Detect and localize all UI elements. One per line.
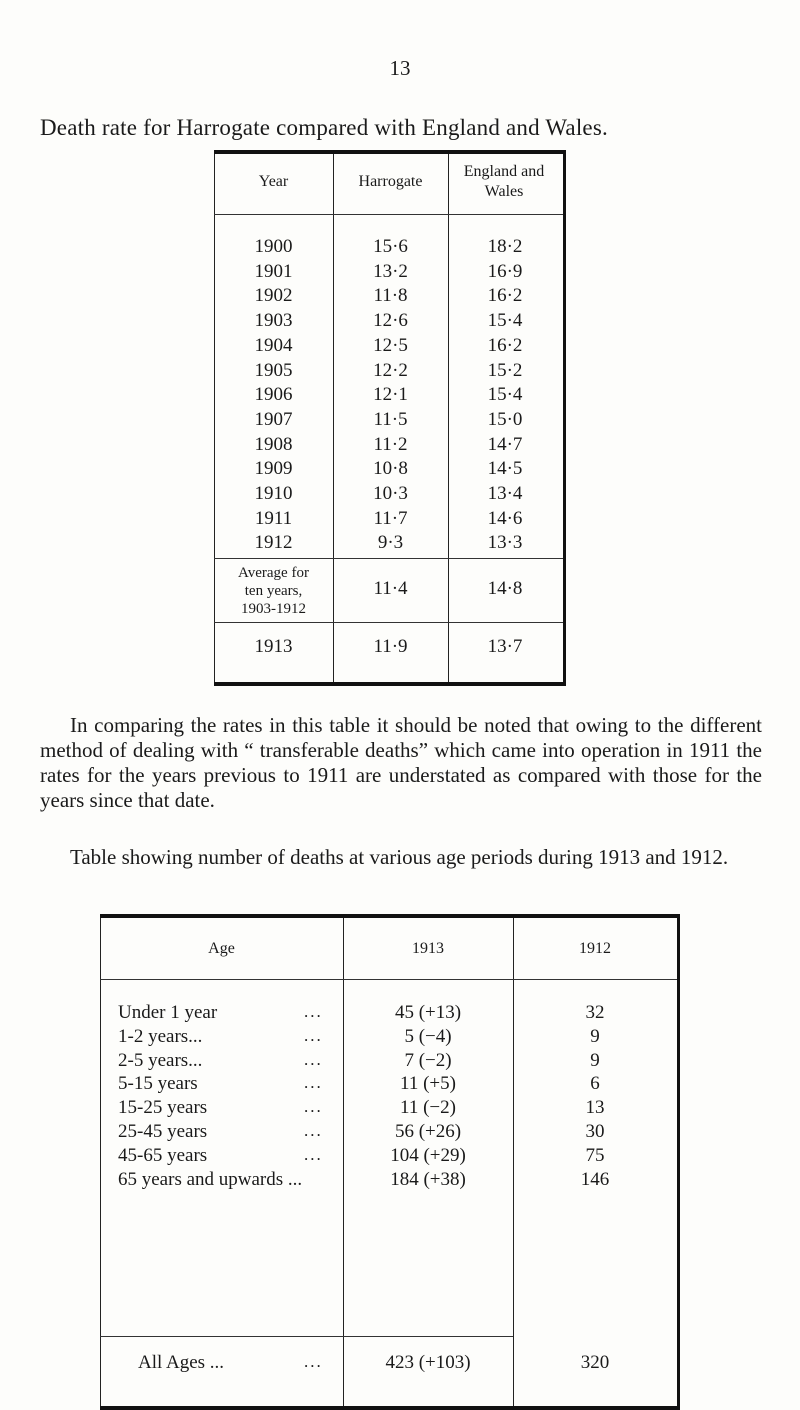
row-ew: 14·5 (487, 458, 523, 480)
deaths-1913: 11 (−2) (400, 1097, 456, 1119)
deaths-1912: 30 (585, 1121, 605, 1142)
deaths-1913: 5 (−4) (404, 1025, 452, 1047)
leader-dots: ... (304, 1073, 323, 1093)
row-year: 1905 (254, 359, 293, 381)
row-ew: 15·0 (487, 408, 523, 430)
age-label: Under 1 year (118, 1002, 218, 1023)
row-harrogate: 11·5 (373, 408, 408, 430)
header-harrogate: Harrogate (358, 173, 423, 190)
row-year: 1908 (254, 433, 293, 455)
row-year: 1902 (254, 285, 293, 307)
deaths-1913: 7 (−2) (404, 1049, 452, 1071)
deaths-1912: 13 (585, 1097, 605, 1119)
deaths-1912: 6 (590, 1073, 600, 1095)
row-ew: 15·4 (487, 384, 523, 406)
row-year: 1903 (254, 310, 293, 332)
leader-dots: ... (304, 1002, 323, 1021)
row-ew: 13·4 (487, 483, 523, 504)
age-table-intro: Table showing number of deaths at various age periods during 1913 and 1912. (70, 845, 729, 869)
deaths-1912: 32 (585, 1002, 605, 1023)
row-harrogate: 11·8 (373, 285, 408, 307)
row-year: 1906 (254, 384, 293, 406)
row-harrogate: 10·3 (373, 483, 408, 504)
leader-dots: ... (304, 1049, 323, 1069)
total-dots: ... (304, 1352, 323, 1371)
row-year: 1901 (254, 260, 293, 282)
row-year: 1911 (254, 507, 293, 529)
age-label: 15-25 years (118, 1097, 208, 1119)
row-year: 1900 (254, 236, 293, 257)
age-deaths-table (100, 914, 680, 1410)
header-age: Age (208, 940, 235, 957)
row-ew: 13·3 (487, 532, 523, 554)
total-1912: 320 (580, 1352, 610, 1373)
row-harrogate: 12·6 (373, 310, 408, 332)
age-label: 1-2 years... (118, 1025, 203, 1047)
row-harrogate: 11·7 (373, 507, 408, 529)
row-harrogate: 13·2 (373, 260, 408, 282)
row-ew: 16·2 (487, 334, 523, 356)
deaths-1913: 184 (+38) (390, 1168, 466, 1190)
average-england-wales: 14·8 (487, 578, 523, 599)
row-harrogate: 12·2 (373, 359, 408, 381)
deaths-1912: 9 (590, 1025, 600, 1047)
row-year: 1909 (254, 458, 293, 480)
row-ew: 18·2 (487, 236, 523, 257)
deaths-1912: 146 (580, 1168, 610, 1190)
row-ew: 15·4 (487, 310, 523, 332)
row-ew: 16·2 (487, 285, 523, 307)
total-1913: 423 (+103) (385, 1352, 471, 1373)
age-label: 25-45 years (118, 1121, 208, 1142)
row-year: 1910 (254, 483, 293, 504)
row-ew: 16·9 (487, 260, 523, 282)
total-age: All Ages ... (138, 1352, 225, 1373)
deaths-1913: 104 (+29) (390, 1144, 466, 1166)
row-ew: 14·7 (487, 433, 523, 455)
average-harrogate: 11·4 (373, 578, 408, 599)
row-harrogate: 10·8 (373, 458, 408, 480)
header-1912: 1912 (579, 940, 611, 957)
final-year: 1913 (254, 636, 293, 657)
final-harrogate: 11·9 (373, 636, 408, 657)
deaths-1913: 11 (+5) (400, 1073, 456, 1095)
row-harrogate: 12·1 (373, 384, 408, 406)
row-harrogate: 11·2 (373, 433, 408, 455)
age-label: 5-15 years (118, 1073, 198, 1095)
header-year: Year (258, 173, 289, 190)
death-rate-table (214, 150, 566, 686)
average-label: Average for ten years, 1903-1912 (238, 565, 309, 617)
deaths-1912: 75 (585, 1144, 605, 1166)
row-harrogate: 12·5 (373, 334, 408, 356)
comparison-note: In comparing the rates in this table it should be noted that owing to the different method of dealing with “ transferable deaths” which came into operation in 1911 the rates for the years previous to 1911 are understated as compared with those for the years since that date. (40, 713, 762, 812)
page-heading: Death rate for Harrogate compared with England and Wales. (40, 115, 608, 140)
age-label: 65 years and upwards ... (118, 1168, 303, 1190)
header-1913: 1913 (412, 940, 444, 957)
age-label: 45-65 years (118, 1144, 208, 1166)
row-year: 1912 (254, 532, 293, 554)
row-harrogate: 9·3 (377, 532, 404, 554)
row-ew: 15·2 (487, 359, 523, 381)
final-england-wales: 13·7 (487, 636, 523, 657)
age-label: 2-5 years... (118, 1049, 203, 1071)
row-harrogate: 15·6 (373, 236, 408, 257)
page-number: 13 (389, 56, 411, 80)
header-england-wales: England and Wales (463, 163, 545, 200)
leader-dots: ... (304, 1025, 323, 1045)
row-ew: 14·6 (487, 507, 523, 529)
leader-dots: ... (304, 1121, 323, 1140)
leader-dots: ... (304, 1097, 323, 1117)
row-year: 1904 (254, 334, 293, 356)
deaths-1912: 9 (590, 1049, 600, 1071)
leader-dots: ... (304, 1144, 323, 1164)
deaths-1913: 56 (+26) (394, 1121, 462, 1142)
deaths-1913: 45 (+13) (394, 1002, 462, 1023)
row-year: 1907 (254, 408, 293, 430)
